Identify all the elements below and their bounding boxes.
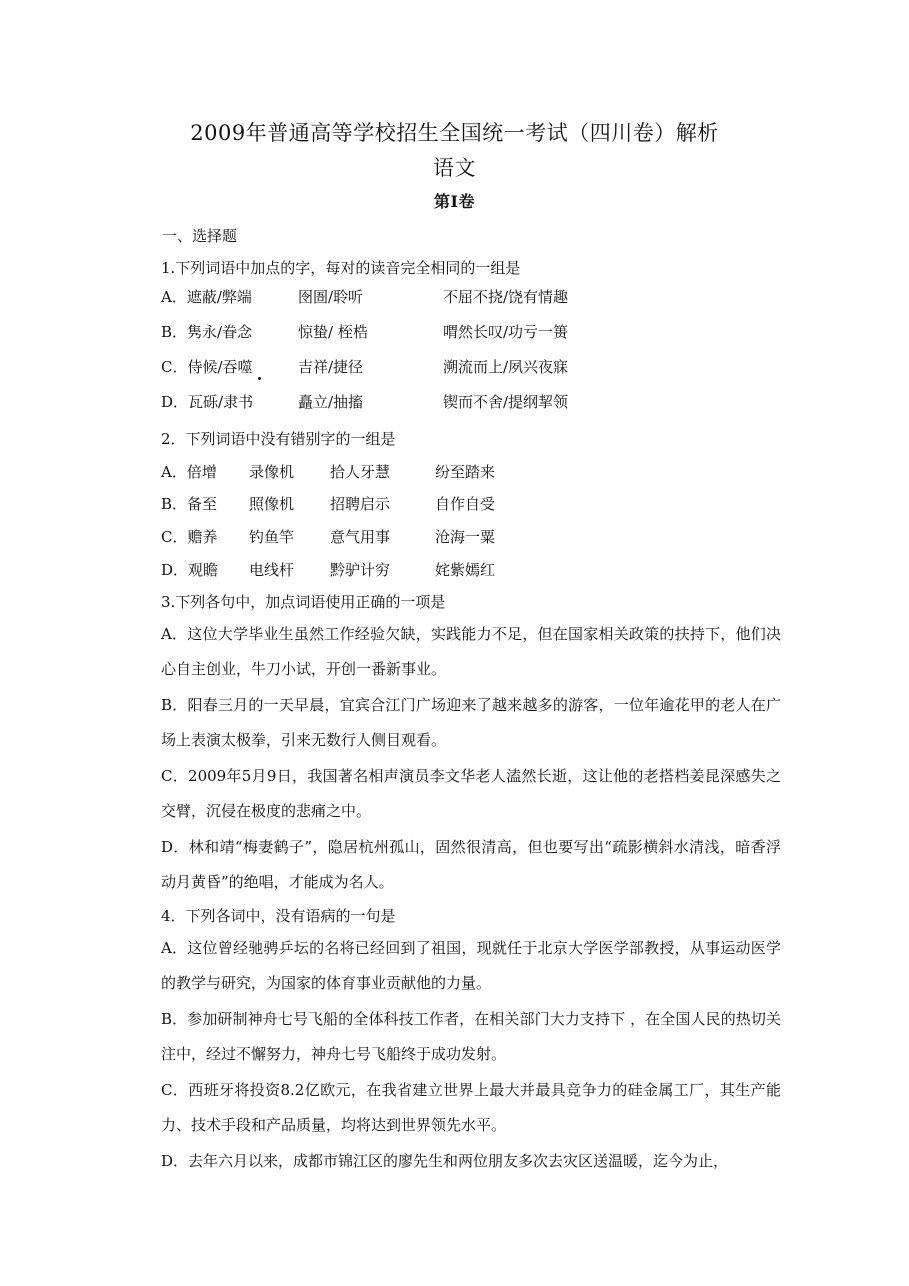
option-col-2: 钓鱼竿: [249, 528, 295, 546]
subject-title: 语文: [433, 156, 476, 180]
volume-title: 第Ⅰ卷: [434, 192, 475, 211]
question-2-stem: 2．下列词语中没有错别字的一组是: [161, 430, 396, 448]
option-col-3: 招聘启示: [330, 495, 391, 513]
option-col-3: 溯流而上/夙兴夜寐: [443, 358, 569, 376]
question-3-stem: 3.下列各句中，加点词语使用正确的一项是: [161, 593, 446, 611]
question-4-option-c: C．西班牙将投资8.2亿欧元，在我省建立世界上最大并最具竞争力的硅金属工厂，其生产能力、技术手段和产品质量，均将达到世界领先水平。: [161, 1081, 781, 1134]
emphasis-dot: [258, 377, 261, 380]
question-3-option-b: B．阳春三月的一天早晨，宜宾合江门广场迎来了越来越多的游客，一位年逾花甲的老人在广场上表演太极拳，引来无数行人侧目观看。: [161, 696, 781, 749]
option-col-1: A．倍增: [161, 463, 217, 481]
question-3-option-c: C．2009年5月9日，我国著名相声演员李文华老人溘然长逝，这让他的老搭档姜昆深感失之交臂，沉侵在极度的悲痛之中。: [161, 767, 781, 820]
option-col-2: 囹圄/聆听: [298, 288, 364, 306]
question-1-stem: 1.下列词语中加点的字，每对的读音完全相同的一组是: [161, 259, 521, 277]
option-col-1: D．瓦砾/隶书: [161, 393, 254, 411]
option-col-4: 自作自受: [435, 495, 496, 513]
option-col-4: 纷至踏来: [435, 463, 496, 481]
question-3-option-a: A．这位大学毕业生虽然工作经验欠缺，实践能力不足，但在国家相关政策的扶持下，他们决心自主创业，牛刀小试，开创一番新事业。: [161, 625, 781, 678]
option-col-2: 吉祥/捷径: [298, 358, 364, 376]
option-col-3: 意气用事: [330, 528, 391, 546]
question-3-option-d: D．林和靖“梅妻鹤子”，隐居杭州孤山，固然很清高，但也要写出“疏影横斜水清浅，暗香浮动月黄昏”的绝唱，才能成为名人。: [161, 838, 781, 891]
option-col-3: 拾人牙慧: [330, 463, 391, 481]
option-col-3: 锲而不舍/提纲挈领: [443, 393, 569, 411]
option-col-2: 录像机: [249, 463, 295, 481]
option-col-2: 电线杆: [249, 561, 295, 579]
option-col-4: 姹紫嫣红: [435, 561, 496, 579]
option-col-1: C．侍候/吞噬: [161, 358, 253, 376]
option-col-1: B．备至: [161, 495, 218, 513]
question-4-stem: 4．下列各词中，没有语病的一句是: [161, 907, 396, 925]
option-col-2: 惊蛰/ 桎梏: [298, 323, 368, 341]
question-4-option-a: A．这位曾经驰骋乒坛的名将已经回到了祖国，现就任于北京大学医学部教授，从事运动医学的教学与研究，为国家的体育事业贡献他的力量。: [161, 939, 781, 992]
option-col-1: A．遮蔽/弊端: [161, 288, 252, 306]
option-col-1: C．赡养: [161, 528, 218, 546]
option-col-3: 喟然长叹/功亏一篑: [443, 323, 569, 341]
question-4-option-b: B．参加研制神舟七号飞船的全体科技工作者，在相关部门大力支持下 ，在全国人民的热切关注中，经过不懈努力，神舟七号飞船终于成功发射。: [161, 1010, 781, 1063]
option-col-4: 沧海一粟: [435, 528, 496, 546]
option-col-1: B．隽永/眷念: [161, 323, 253, 341]
section-heading: 一、选择题: [162, 227, 238, 245]
document-title: 2009年普通高等学校招生全国统一考试（四川卷）解析: [190, 121, 719, 145]
question-4-option-d: D．去年六月以来，成都市锦江区的廖先生和两位朋友多次去灾区送温暖，迄今为止，: [161, 1152, 729, 1170]
option-col-1: D．观瞻: [161, 561, 219, 579]
option-col-3: 不屈不挠/饶有情趣: [443, 288, 569, 306]
option-col-2: 照像机: [249, 495, 295, 513]
option-col-3: 黔驴计穷: [330, 561, 391, 579]
option-col-2: 矗立/抽搐: [298, 393, 364, 411]
